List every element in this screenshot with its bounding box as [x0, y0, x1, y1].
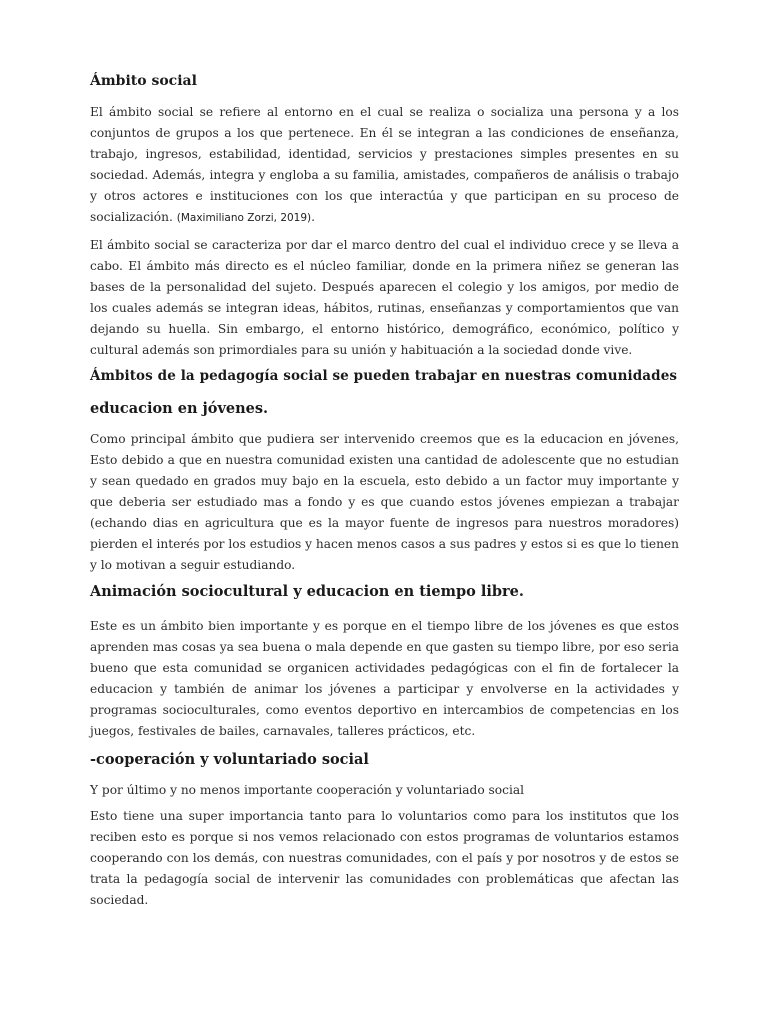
heading-animacion-sociocultural: Animación sociocultural y educacion en tiempo libre. [90, 583, 524, 600]
document-page [90, 68, 679, 911]
paragraph-ambito-social-characteristics: El ámbito social se caracteriza por dar el marco dentro del cual el individuo crece y se lleva a cabo. El ámbito más directo es el núcleo familiar, donde en la primera niñez se generan las bases de la personalidad del sujeto. Después aparecen el colegio y los amigos, por medio de los cuales además se integran ideas, hábitos, rutinas, enseñanzas y comportamientos que van dejando su huella. Sin embargo, el entorno histórico, demográfico, económico, político y cultural además son primordiales para su unión y habituación a la sociedad donde vive. [90, 238, 679, 357]
paragraph-ambito-social-definition [90, 102, 679, 229]
heading-cooperacion-voluntariado: -cooperación y voluntariado social [90, 751, 369, 768]
paragraph-animacion-sociocultural: Este es un ámbito bien importante y es porque en el tiempo libre de los jóvenes es que estos aprenden mas cosas ya sea buena o mala depende en que gasten su tiempo libre, por eso seria bueno que esta comunidad se organicen actividades pedagógicas con el fin de fortalecer la educacion y también de animar los jóvenes a participar y envolverse en la actividades y programas socioculturales, como eventos deportivo en intercambios de competencias en los juegos, festivales de bailes, carnavales, talleres prácticos, etc. [90, 619, 679, 738]
paragraph-cooperacion-intro: Y por último y no menos importante cooperación y voluntariado social [90, 783, 525, 797]
heading-educacion-jovenes: educacion en jóvenes. [90, 400, 269, 417]
paragraph-text: El ámbito social se refiere al entorno en el cual se realiza o socializa una persona y a los conjuntos de grupos a los que pertenece. En él se integran a las condiciones de enseñanza, trabajo, ingresos, estabilidad, identidad, servicios y prestaciones simples presentes en su sociedad. Además, integra y engloba a su familia, amistades, compañeros de análisis o trabajo y otros actores e instituciones con los que interactúa y que participan en su proceso de socialización. [90, 105, 679, 224]
paragraph-end: . [311, 210, 316, 224]
paragraph-educacion-jovenes: Como principal ámbito que pudiera ser intervenido creemos que es la educacion en jóvenes, Esto debido a que en nuestra comunidad existen una cantidad de adolescente que no estudian y sean quedado en grados muy bajo en la escuela, esto debido a un factor muy importante y que deberia ser estudiado mas a fondo y es que cuando estos jóvenes empiezan a trabajar (echando dias en agricultura que es la mayor fuente de ingresos para nuestros moradores) pierden el interés por los estudios y hacen menos casos a sus padres y estos si es que lo tienen y lo motivan a seguir estudiando. [90, 432, 679, 572]
paragraph-cooperacion-body: Esto tiene una super importancia tanto para lo voluntarios como para los institutos que los reciben esto es porque si nos vemos relacionado con estos programas de voluntarios estamos cooperando con los demás, con nuestras comunidades, con el país y por nosotros y de estos se trata la pedagogía social de intervenir las comunidades con problemáticas que afectan las sociedad. [90, 809, 679, 907]
citation: (Maximiliano Zorzi, 2019) [176, 212, 312, 224]
heading-ambito-social: Ámbito social [90, 73, 197, 89]
heading-ambitos-pedagogia: Ámbitos de la pedagogía social se pueden trabajar en nuestras comunidades [90, 368, 678, 384]
